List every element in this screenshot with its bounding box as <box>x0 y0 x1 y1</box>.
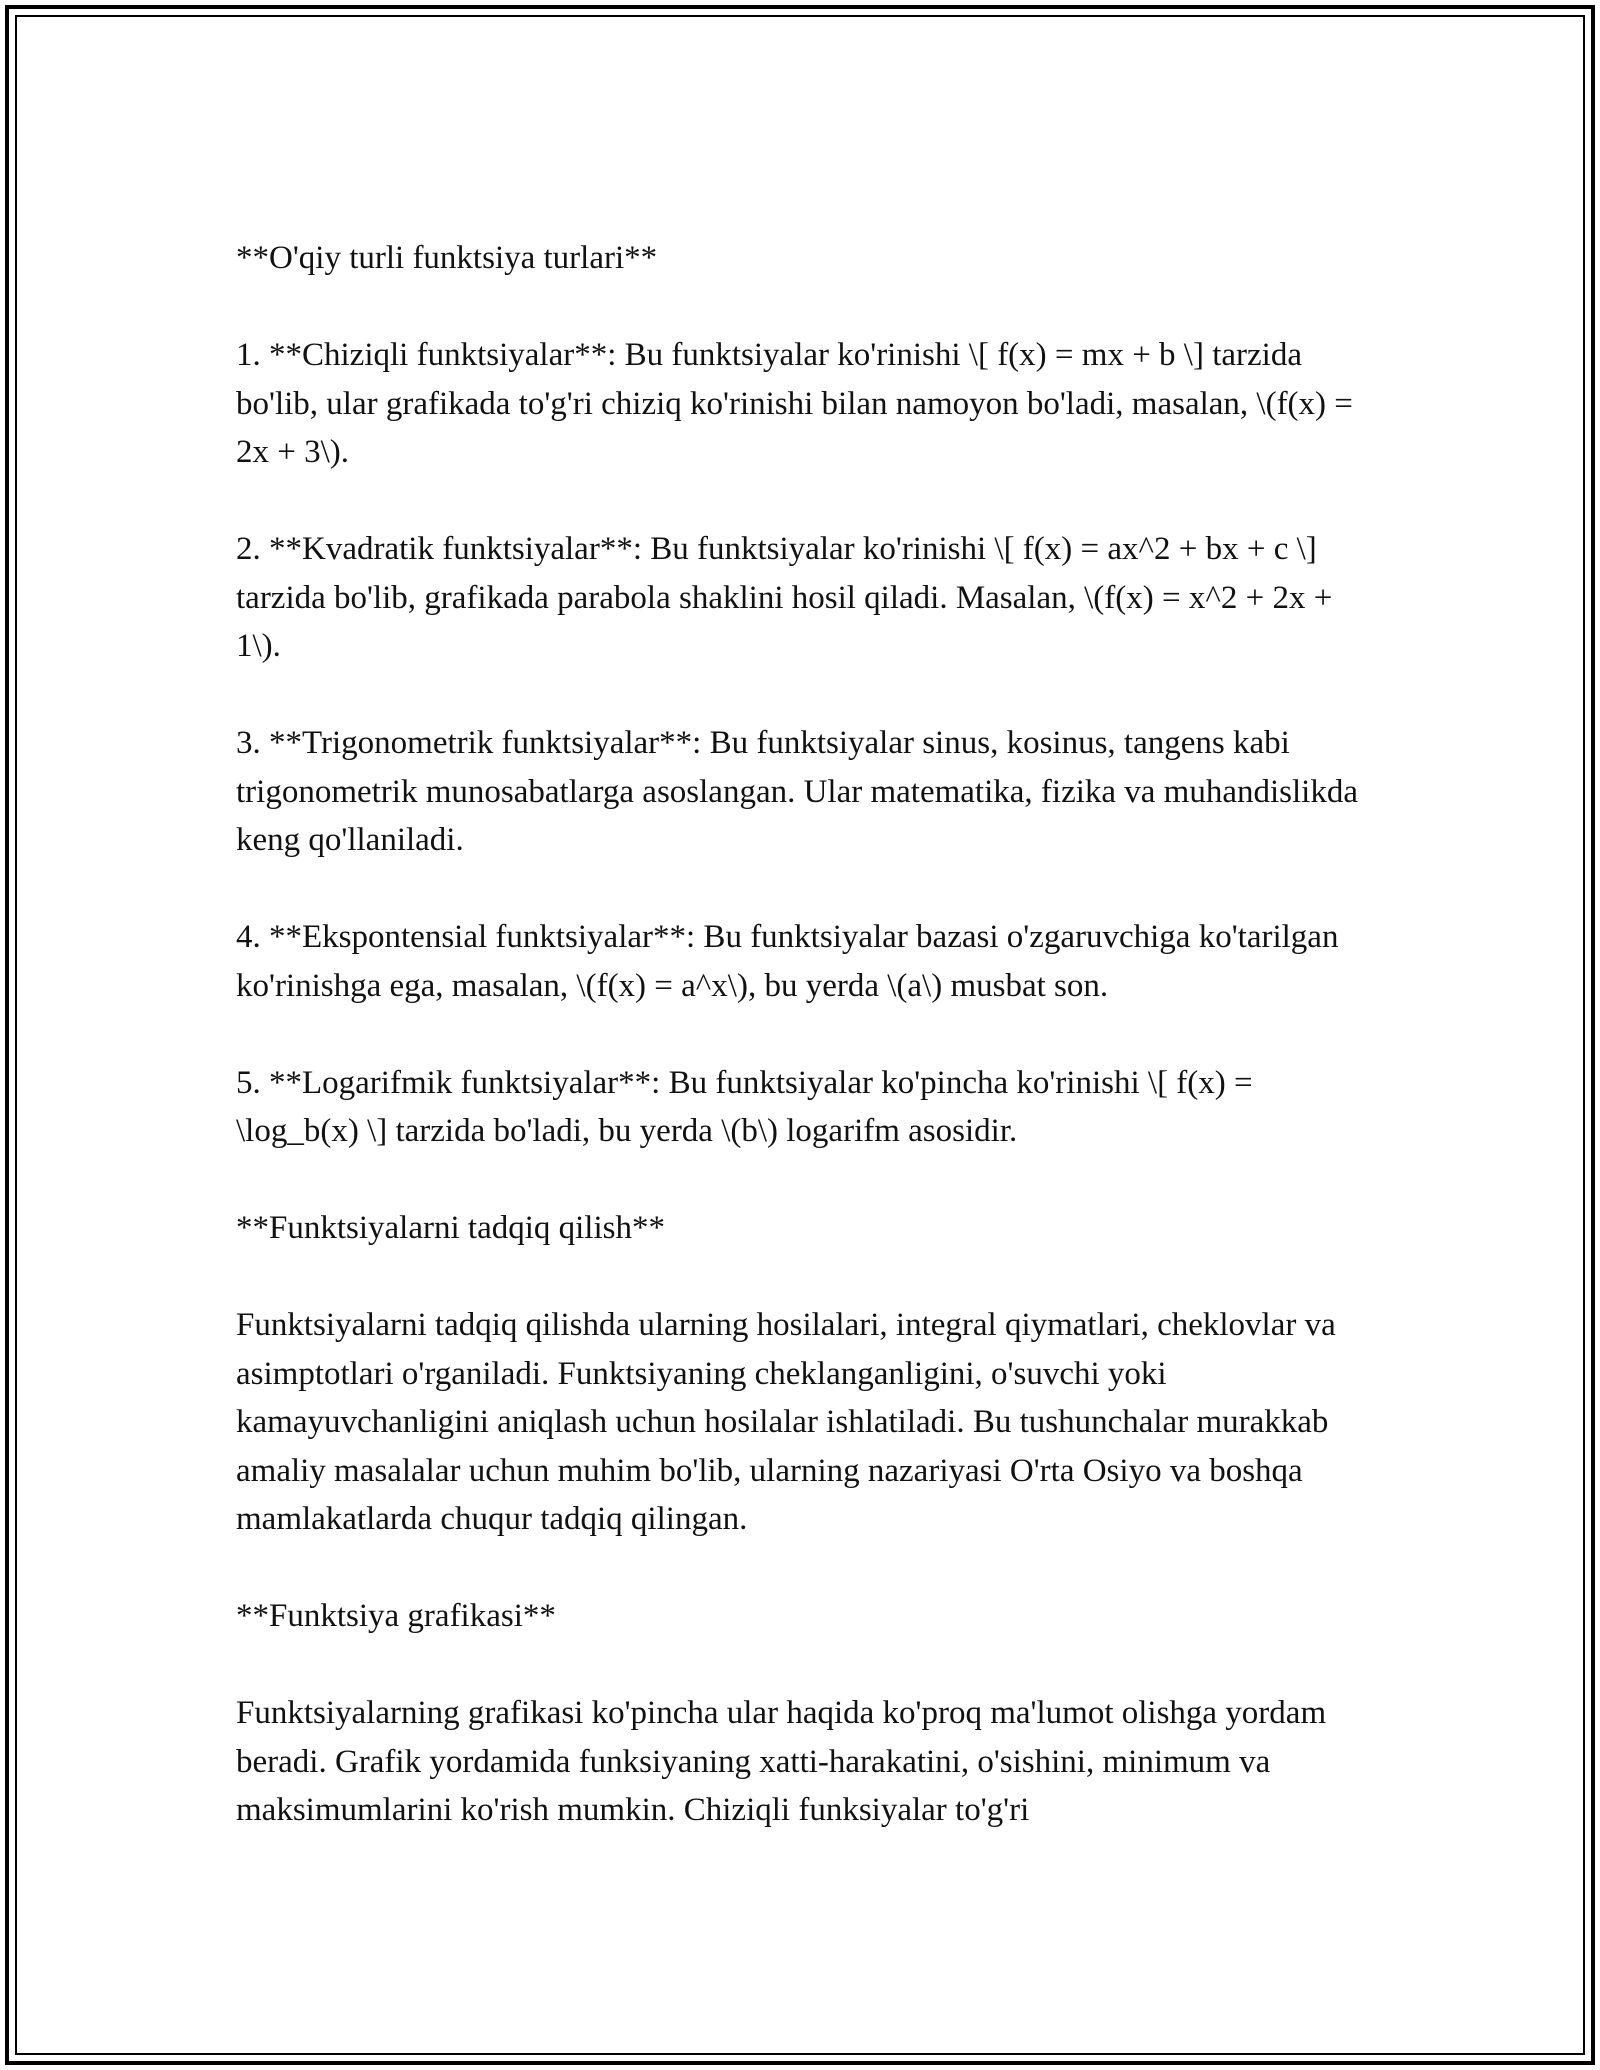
list-item-quadratic: 2. **Kvadratik funktsiyalar**: Bu funktsiyalar ko'rinishi \[ f(x) = ax^2 + bx + c \] tarzida bo'lib, grafikada parabola shaklini hosil qiladi. Masalan, \(f(x) = x^2 + 2x + 1\). <box>236 531 1333 664</box>
list-item-logarithmic: 5. **Logarifmik funktsiyalar**: Bu funktsiyalar ko'pincha ko'rinishi \[ f(x) = \log_b(x) \] tarzida bo'ladi, bu yerda \(b\) logarifm asosidir. <box>236 1064 1253 1149</box>
section-heading-research: **Funktsiyalarni tadqiq qilish** <box>236 1210 665 1246</box>
section-heading: **O'qiy turli funktsiya turlari** <box>236 240 658 276</box>
list-item-trigonometric: 3. **Trigonometrik funktsiyalar**: Bu funktsiyalar sinus, kosinus, tangens kabi trigonometrik munosabatlarga asoslangan. Ular matematika, fizika va muhandislikda keng qo'llaniladi. <box>236 725 1358 858</box>
paragraph-graph: Funktsiyalarning grafikasi ko'pincha ular haqida ko'proq ma'lumot olishga yordam beradi. Grafik yordamida funksiyaning xatti-harakatini, o'sishini, minimum va maksimumlarini ko'rish mumkin. Chiziqli funksiyalar to'g'ri <box>236 1695 1327 1828</box>
list-item-linear: 1. **Chiziqli funktsiyalar**: Bu funktsiyalar ko'rinishi \[ f(x) = mx + b \] tarzida bo'lib, ular grafikada to'g'ri chiziq ko'rinishi bilan namoyon bo'ladi, masalan, \(f(x) = 2x + 3\). <box>236 337 1353 470</box>
paragraph-research: Funktsiyalarni tadqiq qilishda ularning hosilalari, integral qiymatlari, cheklovlar va asimptotlari o'rganiladi. Funktsiyaning cheklanganligini, o'suvchi yoki kamayuvchanligini aniqlash uchun hosilalar ishlatiladi. Bu tushunchalar murakkab amaliy masalalar uchun muhim bo'lib, ularning nazariyasi O'rta Osiyo va boshqa mamlakatlarda chuqur tadqiq qilingan. <box>236 1307 1336 1537</box>
document-body <box>236 234 1376 1883</box>
list-item-exponential: 4. **Ekspontensial funktsiyalar**: Bu funktsiyalar bazasi o'zgaruvchiga ko'tarilgan ko'rinishga ega, masalan, \(f(x) = a^x\), bu yerda \(a\) musbat son. <box>236 919 1339 1004</box>
section-heading-graph: **Funktsiya grafikasi** <box>236 1598 556 1634</box>
